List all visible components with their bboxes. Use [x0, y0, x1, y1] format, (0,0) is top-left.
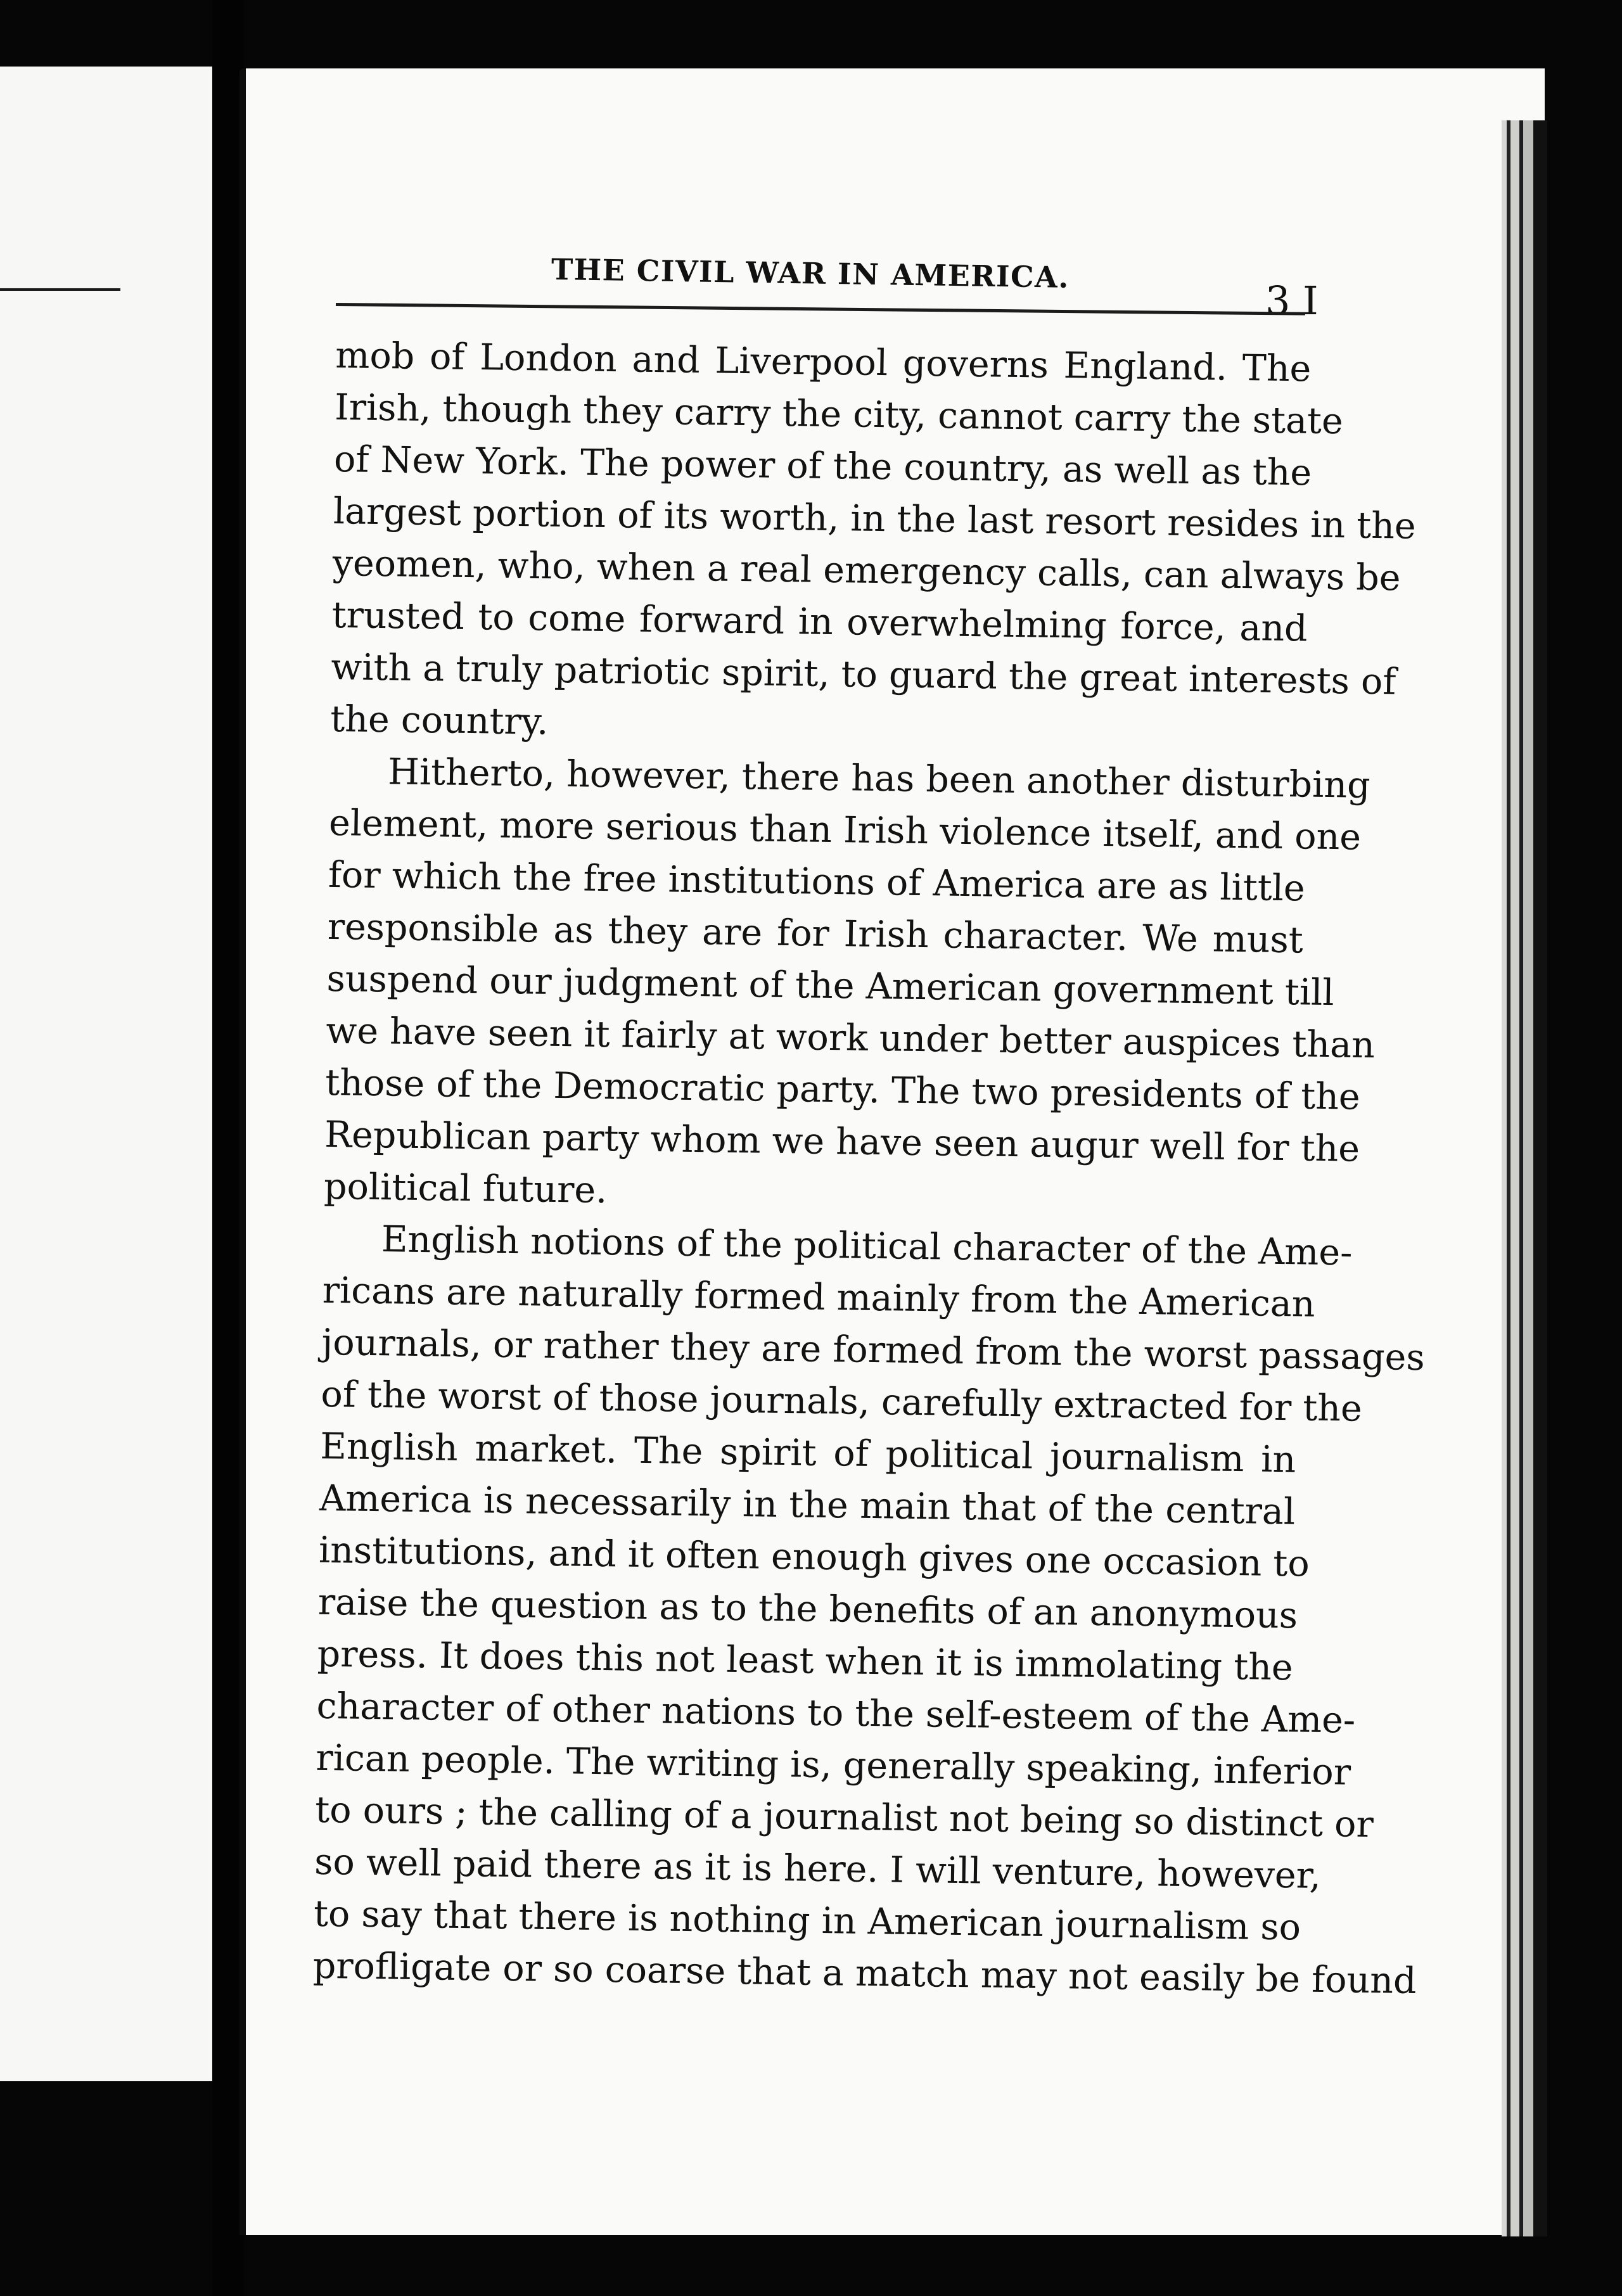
text-line: press. It does this not least when it is immolating the	[317, 1633, 1294, 1689]
text-line: of the worst of those journals, carefully extracted for the	[321, 1373, 1363, 1430]
text-line: with a truly patriotic spirit, to guard the great interests of	[331, 646, 1396, 703]
text-line-paragraph-start: Hitherto, however, there has been another disturbing	[387, 751, 1371, 807]
text-line-paragraph-end: political future.	[323, 1165, 608, 1212]
text-line: we have seen it fairly at work under better auspices than	[326, 1009, 1376, 1067]
text-line: trusted to come forward in overwhelming force, and	[331, 594, 1308, 650]
text-line: so well paid there as it is here. I will venture, however,	[314, 1840, 1322, 1897]
text-line: rican people. The writing is, generally speaking, inferior	[316, 1737, 1351, 1794]
text-line: character of other nations to the self-esteem of the Ame-	[316, 1685, 1356, 1742]
text-line: responsible as they are for Irish character. We must	[327, 905, 1304, 962]
page-block-edge	[1502, 120, 1547, 2236]
text-line: mob of London and Liverpool governs England. The	[335, 334, 1312, 390]
text-line-paragraph-end: the country.	[329, 698, 549, 743]
text-line: journals, or rather they are formed from the worst passages	[321, 1321, 1426, 1379]
text-line: to ours ; the calling of a journalist not being so distinct or	[314, 1789, 1374, 1846]
text-line: Republican party whom we have seen augur well for the	[324, 1113, 1360, 1170]
text-line: those of the Democratic party. The two presidents of the	[324, 1061, 1361, 1118]
text-line: America is necessarily in the main that of the central	[319, 1477, 1296, 1533]
text-line: largest portion of its worth, in the last resort resides in the	[333, 490, 1417, 547]
text-line: institutions, and it often enough gives one occasion to	[318, 1529, 1310, 1585]
text-line: ricans are naturally formed mainly from the American	[322, 1269, 1315, 1325]
text-line: raise the question as to the benefits of an anonymous	[317, 1581, 1298, 1637]
text-line-paragraph-start: English notions of the political character of the Ame-	[381, 1218, 1353, 1274]
text-line: of New York. The power of the country, as well as the	[333, 438, 1312, 494]
text-line: profligate or so coarse that a match may not easily be found	[312, 1944, 1417, 2003]
body-text	[312, 329, 1426, 2005]
text-line: Irish, though they carry the city, cannot carry the state	[334, 386, 1344, 443]
text-line: English market. The spirit of political journalism in	[319, 1425, 1296, 1481]
text-line: for which the free institutions of America are as little	[328, 853, 1306, 910]
running-head-title: THE CIVIL WAR IN AMERICA.	[551, 252, 1070, 295]
left-page-header-rule	[0, 288, 120, 291]
text-line: yeomen, who, when a real emergency calls, can always be	[332, 542, 1401, 599]
left-page	[0, 67, 212, 2081]
text-line: suspend our judgment of the American government till	[326, 957, 1334, 1014]
text-line: element, more serious than Irish violence itself, and one	[328, 801, 1362, 858]
running-head	[336, 184, 1319, 324]
text-line: to say that there is nothing in American journalism so	[313, 1892, 1301, 1949]
page-number: 3 I	[1265, 277, 1319, 324]
